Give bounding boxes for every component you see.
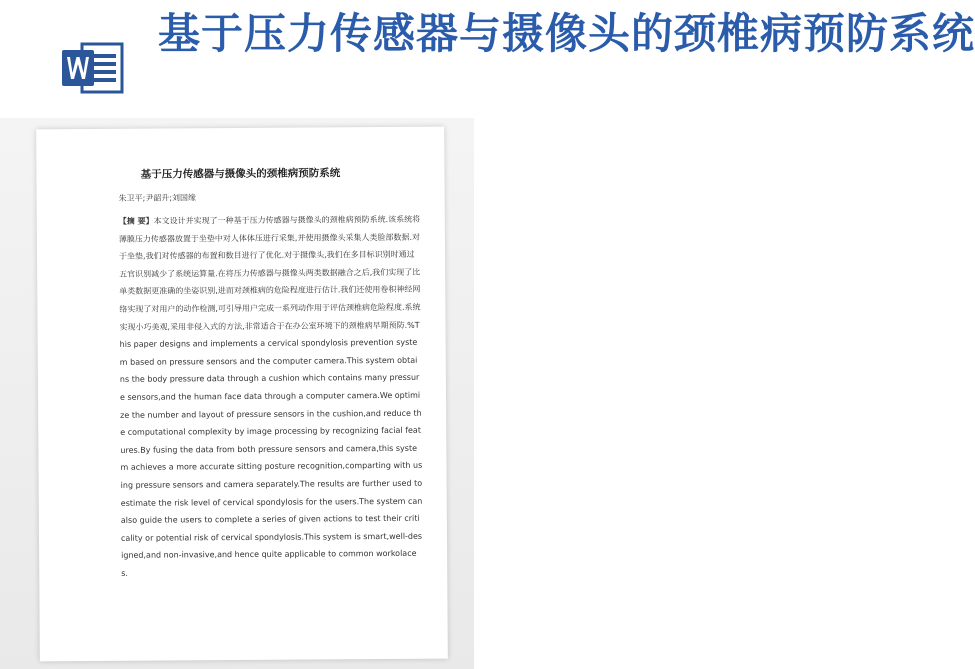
document-abstract [119, 211, 424, 583]
banner-title: 基于压力传感器与摄像头的颈椎病预防系统 [158, 9, 975, 58]
abstract-label: 【摘 要】 [118, 216, 154, 226]
document-title: 基于压力传感器与摄像头的颈椎病预防系统 [140, 167, 341, 181]
abstract-text: 本文设计并实现了一种基于压力传感器与摄像头的颈椎病预防系统.该系统将薄膜压力传感器放置于坐垫中对人体体压进行采集,并使用摄像头采集人类脸部数据.对于坐垫,我们对传感器的布置和数目进行了优化.对于摄像头,我们在多目标识别时通过五官识别减少了系统运算量.在将压力传感器与摄像头两类数据融合之后,我们实现了比单类数据更准确的坐姿识别,进而对颈椎病的危险程度进行估计.我们还使用卷积神经网络实现了对用户的动作检测,可引导用户完成一系列动作用于评估颈椎病危险程度.系统实现小巧美观,采用非侵入式的方法,非常适合于在办公室环境下的颈椎病早期预防.%This paper designs and implements a cervical spondylosis prevention system based on pressure sensors and the computer camera.This system obtains the body pressure data through a cushion which contains many pressure sensors,and the human face data through a computer camera.We optimize the number and layout of pressure sensors in the cushion,and reduce the computational complexity by image processing by recognizing facial features.By fusing the data from both pressure sensors and camera,this system achieves a more accurate sitting posture recognition,comparting with using pressure sensors and camera separately.The results are further used to estimate the risk level of cervical spondylosis for the users.The system can also guide the users to complete a series of given actions to test their criticality or potential risk of cervical spondylosis.This system is smart,well-designed,and non-invasive,and hence quite applicable to common workolaces. [118, 214, 423, 578]
document-authors: 朱卫平;尹韶升;刘国缘 [118, 193, 197, 203]
banner [0, 0, 975, 118]
document-page [36, 127, 448, 662]
word-logo-icon [60, 40, 124, 96]
